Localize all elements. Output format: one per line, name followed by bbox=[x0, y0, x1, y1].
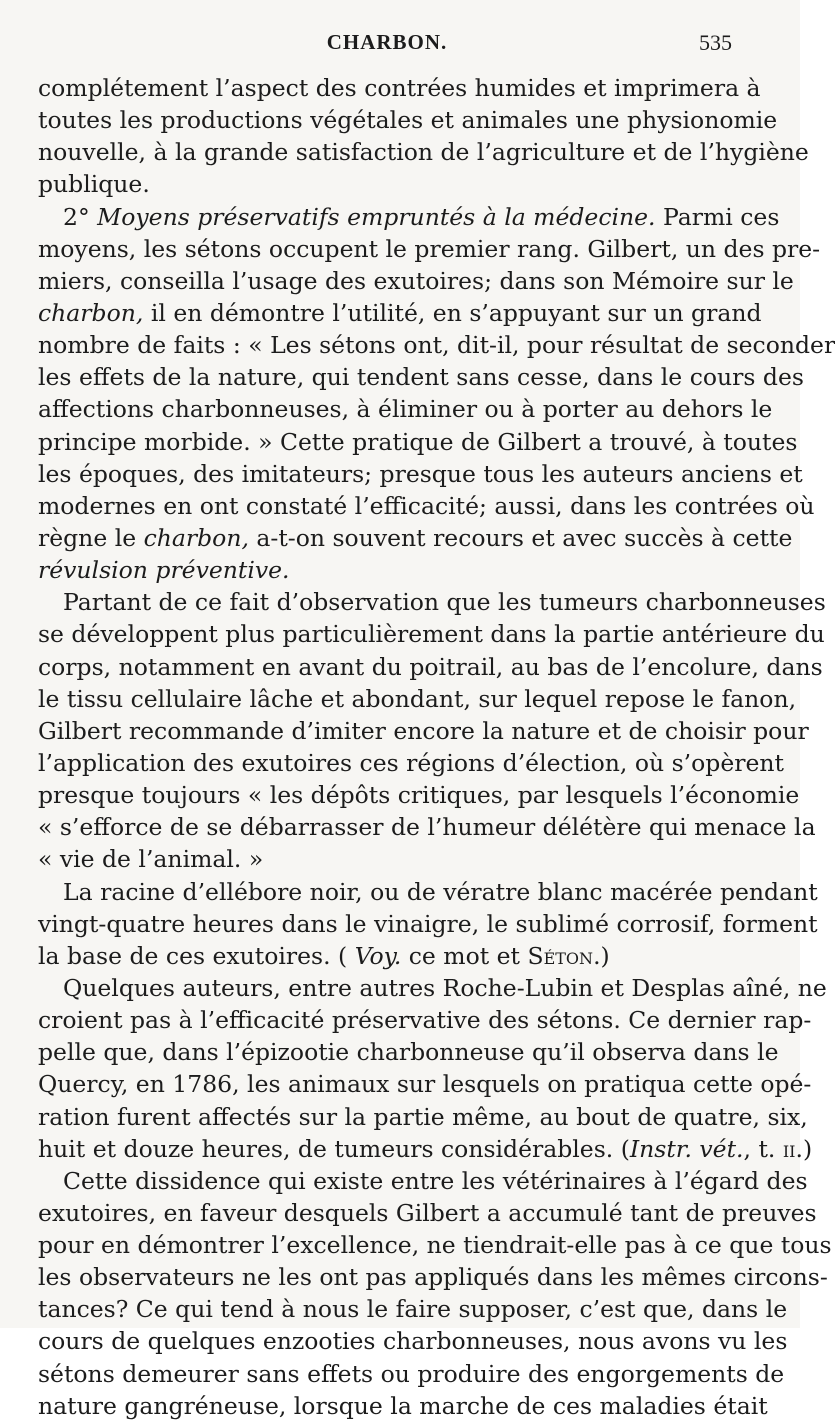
body-text bbox=[38, 72, 835, 1422]
text-line: miers, conseilla l’usage des exutoires; dans son Mémoire sur le bbox=[38, 266, 794, 295]
text-line: corps, notamment en avant du poitrail, au bas de l’encolure, dans bbox=[38, 652, 823, 681]
text-line: les effets de la nature, qui tendent sans cesse, dans le cours des bbox=[38, 363, 804, 392]
text-line: charbon, il en démontre l’utilité, en s’appuyant sur un grand bbox=[38, 298, 762, 327]
text-line: exutoires, en faveur desquels Gilbert a accumulé tant de preuves bbox=[38, 1198, 817, 1227]
text-line: sétons demeurer sans effets ou produire des engorgements de bbox=[38, 1359, 785, 1388]
text-line: la base de ces exutoires. ( Voy. ce mot et Séton.) bbox=[38, 941, 610, 970]
text-line: Cette dissidence qui existe entre les vétérinaires à l’égard des bbox=[63, 1166, 808, 1195]
text-line: affections charbonneuses, à éliminer ou à porter au dehors le bbox=[38, 395, 773, 424]
running-head bbox=[38, 30, 736, 60]
text-line: publique. bbox=[38, 170, 150, 199]
text-line: révulsion préventive. bbox=[38, 556, 290, 585]
text-line: Gilbert recommande d’imiter encore la nature et de choisir pour bbox=[38, 716, 809, 745]
text-line: Quelques auteurs, entre autres Roche-Lubin et Desplas aîné, ne bbox=[63, 973, 827, 1002]
text-line: vingt-quatre heures dans le vinaigre, le sublimé corrosif, forment bbox=[38, 909, 818, 938]
text-line: règne le charbon, a-t-on souvent recours et avec succès à cette bbox=[38, 523, 793, 552]
text-line: moyens, les sétons occupent le premier rang. Gilbert, un des pre- bbox=[38, 234, 821, 263]
text-line: Quercy, en 1786, les animaux sur lesquels on pratiqua cette opé- bbox=[38, 1070, 812, 1099]
text-line: nombre de faits : « Les sétons ont, dit-il, pour résultat de seconder bbox=[38, 331, 835, 360]
text-line: « s’efforce de se débarrasser de l’humeur délétère qui menace la bbox=[38, 813, 816, 842]
text-line: croient pas à l’efficacité préservative des sétons. Ce dernier rap- bbox=[38, 1006, 812, 1035]
page-number: 535 bbox=[699, 30, 732, 55]
running-title: CHARBON. bbox=[326, 30, 448, 54]
text-line: presque toujours « les dépôts critiques, par lesquels l’économie bbox=[38, 781, 800, 810]
text-line: pelle que, dans l’épizootie charbonneuse qu’il observa dans le bbox=[38, 1038, 779, 1067]
text-line: toutes les productions végétales et animales une physionomie bbox=[38, 106, 778, 135]
text-line: l’application des exutoires ces régions d’élection, où s’opèrent bbox=[38, 748, 784, 777]
text-line: principe morbide. » Cette pratique de Gilbert a trouvé, à toutes bbox=[38, 427, 798, 456]
text-line: le tissu cellulaire lâche et abondant, sur lequel repose le fanon, bbox=[38, 684, 797, 713]
text-line: cours de quelques enzooties charbonneuses, nous avons vu les bbox=[38, 1327, 788, 1356]
text-line: nature gangréneuse, lorsque la marche de ces maladies était bbox=[38, 1391, 768, 1420]
text-line: tances? Ce qui tend à nous le faire supposer, c’est que, dans le bbox=[38, 1295, 788, 1324]
text-line: pour en démontrer l’excellence, ne tiendrait-elle pas à ce que tous bbox=[38, 1231, 832, 1260]
text-line: huit et douze heures, de tumeurs considérables. (Instr. vét., t. ii.) bbox=[38, 1134, 813, 1163]
text-line: 2° Moyens préservatifs empruntés à la médecine. Parmi ces bbox=[63, 202, 780, 231]
text-line: les époques, des imitateurs; presque tous les auteurs anciens et bbox=[38, 459, 803, 488]
text-line: les observateurs ne les ont pas appliqués dans les mêmes circons- bbox=[38, 1263, 828, 1292]
text-line: La racine d’ellébore noir, ou de vératre blanc macérée pendant bbox=[63, 877, 818, 906]
text-line: se développent plus particulièrement dans la partie antérieure du bbox=[38, 620, 825, 649]
text-line: nouvelle, à la grande satisfaction de l’agriculture et de l’hygiène bbox=[38, 138, 809, 167]
text-line: Partant de ce fait d’observation que les tumeurs charbonneuses bbox=[63, 588, 826, 617]
text-line: complétement l’aspect des contrées humides et imprimera à bbox=[38, 74, 761, 102]
text-line: ration furent affectés sur la partie même, au bout de quatre, six, bbox=[38, 1102, 808, 1131]
text-line: « vie de l’animal. » bbox=[38, 845, 264, 874]
text-line: modernes en ont constaté l’efficacité; aussi, dans les contrées où bbox=[38, 491, 815, 520]
